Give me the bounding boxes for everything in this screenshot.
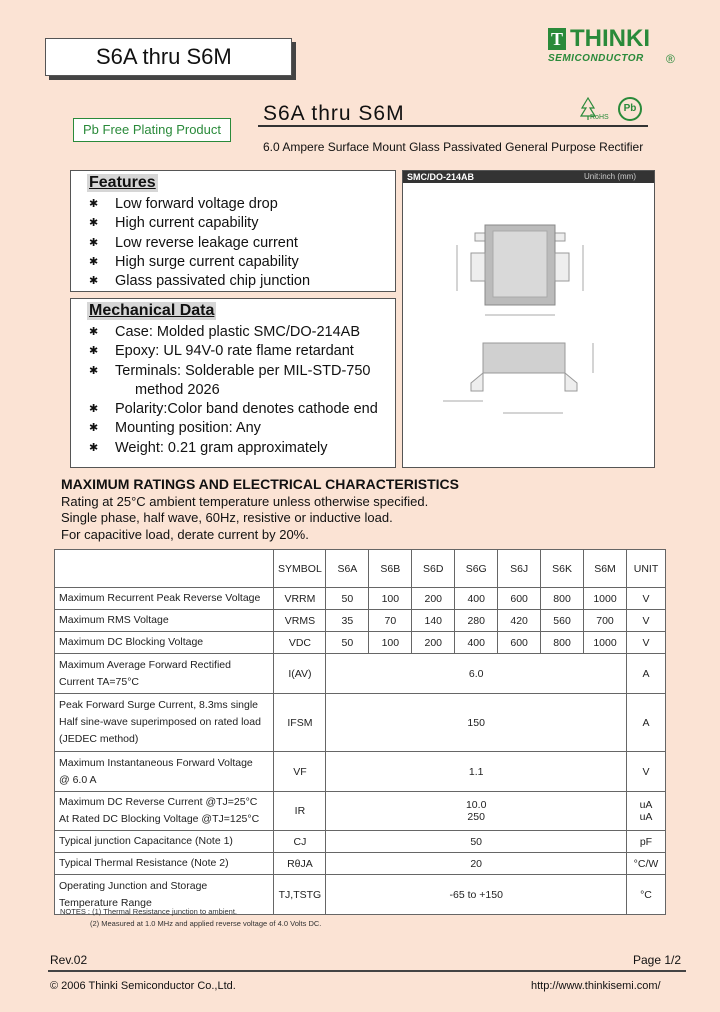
ratings-line: Single phase, half wave, 60Hz, resistive or inductive load.	[61, 510, 393, 526]
row-value-line: 10.0	[465, 799, 487, 811]
row-value: 420	[498, 610, 541, 632]
rohs-label: RoHS	[590, 114, 609, 121]
row-unit: V	[626, 610, 665, 632]
row-unit: °C	[626, 875, 665, 915]
package-drawing-box	[402, 170, 655, 468]
pb-free-label: Pb Free Plating Product	[73, 118, 231, 142]
header-divider	[258, 125, 648, 127]
row-value: 20	[326, 853, 627, 875]
row-unit: °C/W	[626, 853, 665, 875]
rohs-badge	[578, 96, 608, 124]
row-value: 700	[584, 610, 627, 632]
row-symbol: VRMS	[274, 610, 326, 632]
list-item: ✱ High current capability	[89, 214, 310, 233]
row-unit: A	[626, 694, 665, 752]
part-title: S6A thru S6M	[263, 102, 405, 125]
row-desc-line: Peak Forward Surge Current, 8.3ms single	[59, 699, 259, 711]
table-row	[55, 831, 666, 853]
features-heading: Features	[89, 174, 156, 191]
table-row	[55, 694, 666, 752]
package-name: SMC/DO-214AB	[407, 172, 475, 182]
row-desc-line: Maximum Instantaneous Forward Voltage	[59, 756, 253, 769]
row-value: 150	[326, 694, 627, 752]
table-row	[55, 752, 666, 792]
row-value: 1000	[584, 632, 627, 654]
package-header	[403, 171, 654, 183]
row-value: 50	[326, 588, 369, 610]
mechanical-list	[89, 323, 378, 458]
list-item: ✱ Epoxy: UL 94V-0 rate flame retardant	[89, 342, 378, 361]
row-desc-line: Operating Junction and Storage	[59, 879, 208, 892]
table-row	[55, 654, 666, 694]
logo-name: THINKI	[570, 25, 650, 52]
table-row	[55, 588, 666, 610]
row-symbol: VRRM	[274, 588, 326, 610]
mechanical-heading: Mechanical Data	[89, 302, 215, 319]
table-header: S6G	[455, 550, 498, 588]
company-logo	[548, 26, 678, 70]
row-unit-line: uA	[639, 811, 653, 823]
row-unit	[626, 792, 665, 831]
row-value: 1.1	[326, 752, 627, 792]
pb-free-icon: Pb	[618, 97, 642, 121]
row-value: 50	[326, 831, 627, 853]
footer-divider	[48, 970, 686, 972]
table-header: S6J	[498, 550, 541, 588]
row-desc-line: Maximum DC Reverse Current @TJ=25°C	[59, 796, 258, 808]
table-header: S6A	[326, 550, 369, 588]
row-desc	[55, 792, 274, 831]
row-value: 100	[369, 632, 412, 654]
revision: Rev.02	[50, 953, 88, 967]
row-unit: V	[626, 752, 665, 792]
ratings-line: For capacitive load, derate current by 20%.	[61, 526, 309, 542]
row-value: 560	[541, 610, 584, 632]
features-list	[89, 195, 310, 291]
mechanical-box	[70, 298, 396, 468]
row-symbol: IFSM	[274, 694, 326, 752]
row-desc: Maximum DC Blocking Voltage	[55, 632, 274, 654]
row-unit: pF	[626, 831, 665, 853]
package-unit: Unit:inch (mm)	[583, 172, 636, 181]
row-unit: A	[626, 654, 665, 694]
list-item: ✱ Polarity:Color band denotes cathode end	[89, 400, 378, 419]
row-desc-line: Maximum Average Forward Rectified	[59, 658, 231, 671]
row-desc: Maximum RMS Voltage	[55, 610, 274, 632]
list-item: ✱ Low reverse leakage current	[89, 234, 310, 253]
list-item: ✱ Glass passivated chip junction	[89, 272, 310, 291]
copyright: © 2006 Thinki Semiconductor Co.,Ltd.	[50, 980, 236, 992]
note-line: (2) Measured at 1.0 MHz and applied reverse voltage of 4.0 Volts DC.	[90, 919, 322, 928]
row-desc-line: Half sine-wave superimposed on rated load	[59, 716, 261, 728]
notes	[60, 906, 321, 930]
title-box: S6A thru S6M	[45, 38, 292, 76]
registered-mark: ®	[666, 52, 675, 66]
row-desc-line: @ 6.0 A	[59, 773, 97, 786]
row-value: 6.0	[326, 654, 627, 694]
table-header: S6D	[412, 550, 455, 588]
row-symbol: CJ	[274, 831, 326, 853]
row-value: 400	[455, 632, 498, 654]
ratings-heading: MAXIMUM RATINGS AND ELECTRICAL CHARACTERISTICS	[61, 476, 459, 492]
row-desc-line: (JEDEC method)	[59, 733, 139, 745]
table-row	[55, 792, 666, 831]
row-value: 800	[541, 588, 584, 610]
row-desc	[55, 694, 274, 752]
row-desc: Maximum Recurrent Peak Reverse Voltage	[55, 588, 274, 610]
row-unit-line: uA	[639, 799, 653, 811]
table-row	[55, 610, 666, 632]
list-item-continued: method 2026	[135, 381, 220, 398]
row-value: 35	[326, 610, 369, 632]
row-value: 140	[412, 610, 455, 632]
row-desc	[55, 752, 274, 792]
row-unit: V	[626, 588, 665, 610]
ratings-table	[54, 549, 666, 915]
row-value: 600	[498, 588, 541, 610]
row-symbol: VDC	[274, 632, 326, 654]
row-value-line: 250	[467, 811, 485, 823]
row-value: -65 to +150	[326, 875, 627, 915]
row-symbol: RθJA	[274, 853, 326, 875]
row-symbol: I(AV)	[274, 654, 326, 694]
table-header: SYMBOL	[274, 550, 326, 588]
row-value: 1000	[584, 588, 627, 610]
page-number: Page 1/2	[633, 953, 682, 967]
list-item: ✱ High surge current capability	[89, 253, 310, 272]
list-item: ✱ Case: Molded plastic SMC/DO-214AB	[89, 323, 378, 342]
row-desc: Typical junction Capacitance (Note 1)	[55, 831, 274, 853]
features-box	[70, 170, 396, 292]
row-value: 100	[369, 588, 412, 610]
row-desc-line: Current TA=75°C	[59, 675, 139, 688]
product-subtitle: 6.0 Ampere Surface Mount Glass Passivated General Purpose Rectifier	[263, 140, 644, 154]
table-header: S6K	[541, 550, 584, 588]
row-symbol: TJ,TSTG	[274, 875, 326, 915]
row-value: 50	[326, 632, 369, 654]
logo-subtitle: SEMICONDUCTOR	[548, 53, 644, 64]
table-header-row	[55, 550, 666, 588]
row-desc	[55, 654, 274, 694]
list-item: ✱ Low forward voltage drop	[89, 195, 310, 214]
note-line: NOTES : (1) Thermal Resistance junction to ambient.	[60, 907, 238, 916]
row-desc-line: Temperature Range	[59, 896, 152, 909]
row-value	[326, 792, 627, 831]
row-value: 600	[498, 632, 541, 654]
table-row	[55, 632, 666, 654]
table-header: S6B	[369, 550, 412, 588]
row-value: 800	[541, 632, 584, 654]
table-header: UNIT	[626, 550, 665, 588]
row-symbol: IR	[274, 792, 326, 831]
list-item: ✱ Weight: 0.21 gram approximately	[89, 439, 378, 458]
package-outline-drawing	[403, 183, 654, 467]
list-item: ✱ Mounting position: Any	[89, 419, 378, 438]
row-desc-line: At Rated DC Blocking Voltage @TJ=125°C	[59, 813, 260, 825]
row-value: 70	[369, 610, 412, 632]
website-link[interactable]: http://www.thinkisemi.com/	[531, 980, 661, 992]
row-value: 280	[455, 610, 498, 632]
ratings-section	[61, 476, 459, 543]
row-value: 400	[455, 588, 498, 610]
list-item: ✱ Terminals: Solderable per MIL-STD-750	[89, 362, 378, 381]
ratings-line: Rating at 25°C ambient temperature unless otherwise specified.	[61, 494, 429, 509]
row-symbol: VF	[274, 752, 326, 792]
row-unit: V	[626, 632, 665, 654]
row-value: 200	[412, 632, 455, 654]
table-row	[55, 853, 666, 875]
table-header: S6M	[584, 550, 627, 588]
logo-mark-icon: T	[548, 28, 566, 50]
row-value: 200	[412, 588, 455, 610]
row-desc: Typical Thermal Resistance (Note 2)	[55, 853, 274, 875]
